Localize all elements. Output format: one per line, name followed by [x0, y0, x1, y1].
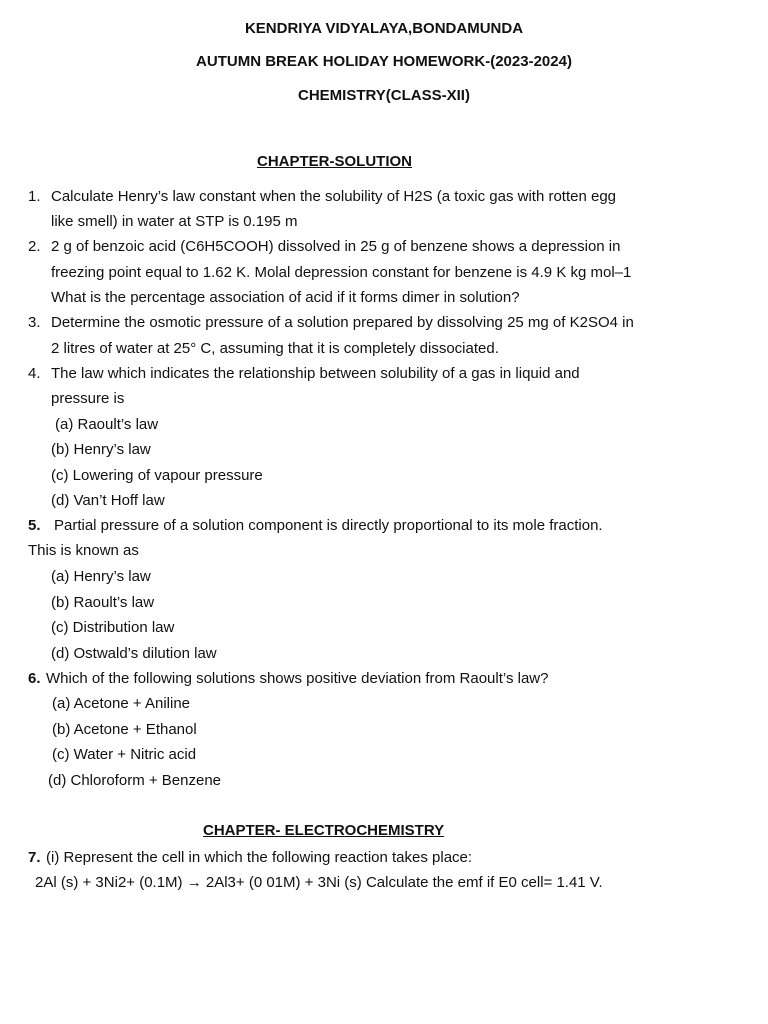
question-4-line-2: pressure is: [51, 390, 125, 407]
question-5-option-b: (b) Raoult’s law: [51, 594, 155, 611]
question-3-line-1: Determine the osmotic pressure of a solution prepared by dissolving 25 mg of K2SO4 in: [51, 314, 634, 331]
question-1-line-1: Calculate Henry’s law constant when the solubility of H2S (a toxic gas with rotten egg: [51, 188, 617, 205]
question-number-7: 7.: [28, 849, 41, 866]
school-name: KENDRIYA VIDYALAYA,BONDAMUNDA: [244, 20, 524, 37]
question-3-line-2: 2 litres of water at 25° C, assuming that it is completely dissociated.: [51, 340, 499, 357]
question-4-option-c: (c) Lowering of vapour pressure: [51, 467, 263, 484]
question-4-option-d: (d) Van’t Hoff law: [51, 492, 165, 509]
question-6-option-c: (c) Water + Nitric acid: [52, 746, 197, 763]
question-6-line-1: Which of the following solutions shows positive deviation from Raoult’s law?: [46, 670, 549, 687]
question-2-line-3: What is the percentage association of acid if it forms dimer in solution?: [51, 289, 520, 306]
question-1-line-2: like smell) in water at STP is 0.195 m: [51, 213, 298, 230]
question-2-line-1: 2 g of benzoic acid (C6H5COOH) dissolved in 25 g of benzene shows a depression in: [51, 238, 621, 255]
question-5-option-a: (a) Henry’s law: [51, 568, 151, 585]
question-6-option-a: (a) Acetone + Aniline: [52, 695, 191, 712]
question-7-line-1: (i) Represent the cell in which the following reaction takes place:: [46, 849, 473, 866]
chapter-solution-heading: CHAPTER-SOLUTION: [257, 153, 412, 170]
question-6-option-d: (d) Chloroform + Benzene: [48, 772, 221, 789]
chapter-electrochemistry-heading: CHAPTER- ELECTROCHEMISTRY: [203, 822, 445, 839]
question-5-line-2: This is known as: [28, 542, 139, 559]
question-number-6: 6.: [28, 670, 41, 687]
question-4-option-a: (a) Raoult’s law: [55, 416, 159, 433]
question-5-line-1: Partial pressure of a solution component is directly proportional to its mole fraction.: [54, 517, 603, 534]
question-number-4: 4.: [28, 365, 41, 382]
homework-title: AUTUMN BREAK HOLIDAY HOMEWORK-(2023-2024): [196, 53, 572, 70]
subject-title: CHEMISTRY(CLASS-XII): [298, 87, 470, 104]
question-number-2: 2.: [28, 238, 41, 255]
question-4-line-1: The law which indicates the relationship between solubility of a gas in liquid and: [51, 365, 580, 382]
question-number-3: 3.: [28, 314, 41, 331]
question-5-option-d: (d) Ostwald’s dilution law: [51, 645, 217, 662]
question-4-option-b: (b) Henry’s law: [51, 441, 151, 458]
question-7-line-2: 2Al (s) + 3Ni2+ (0.1M) → 2Al3+ (0 01M) + 3Ni (s) Calculate the emf if E0 cell= 1.41 V.: [35, 874, 603, 891]
question-5-option-c: (c) Distribution law: [51, 619, 175, 636]
question-number-5: 5.: [28, 517, 41, 534]
question-number-1: 1.: [28, 188, 41, 205]
question-2-line-2: freezing point equal to 1.62 K. Molal depression constant for benzene is 4.9 K kg mol–1: [51, 264, 632, 281]
question-6-option-b: (b) Acetone + Ethanol: [52, 721, 197, 738]
